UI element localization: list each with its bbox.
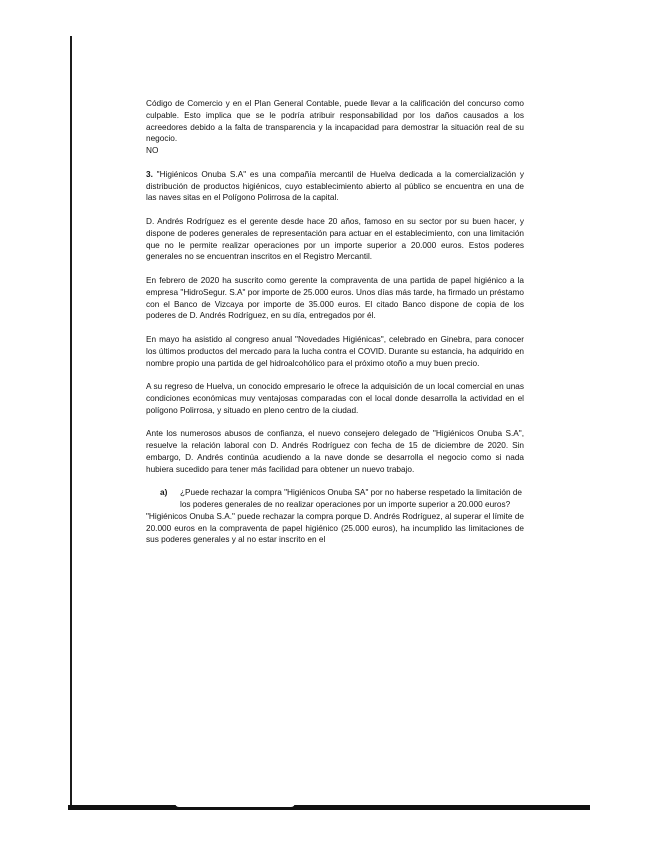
case-text: "Higiénicos Onuba S.A" es una compañía mercantil de Huelva dedicada a la comercialización y distribución de productos higiénicos, cuyo establecimiento abierto al público se encuentra en una de las naves sitas en el Polígono Polirrosa de la capital. (146, 169, 524, 203)
scan-edge-bottom-gap (175, 803, 295, 807)
question-a-text: ¿Puede rechazar la compra "Higiénicos Onuba SA" por no haberse respetado la limitación de los poderes generales de no realizar operaciones por un importe superior a 20.000 euros? (180, 488, 523, 510)
paragraph-abuse: Ante los numerosos abusos de confianza, el nuevo consejero delegado de "Higiénicos Onuba S.A", resuelve la relación laboral con D. Andrés Rodríguez con fecha de 15 de diciembre de 2020. Sin embargo, D. Andrés continúa acudiendo a la nave donde se desarrolla el negocio como si nada hubiera sucedido para tener más facilidad para obtener un nuevo trabajo. (146, 429, 524, 474)
paragraph-february: En febrero de 2020 ha suscrito como gerente la compraventa de una partida de papel higiénico a la empresa "HidroSegur. S.A" por importe de 25.000 euros. Unos días más tarde, ha firmado un préstamo con el Banco de Vizcaya por importe de 35.000 euros. El citado Banco dispone de copia de los poderes de D. Andrés Rodríguez, en su día, entregados por él. (146, 275, 524, 321)
question-a-letter: a) (160, 488, 168, 498)
intro-answer: NO (146, 146, 159, 156)
paragraph-may: En mayo ha asistido al congreso anual "Novedades Higiénicas", celebrado en Ginebra, para conocer los últimos productos del mercado para la lucha contra el COVID. Durante su estancia, ha adquirido en nombre propio una partida de gel hidroalcohólico para el próximo otoño a muy buen precio. (146, 334, 524, 368)
document-page (146, 98, 524, 546)
paragraph-manager: D. Andrés Rodríguez es el gerente desde hace 20 años, famoso en su sector por su buen hacer, y dispone de poderes generales de representación para actuar en el establecimiento, con una limitación que no le permite realizar operaciones por un importe superior a 20.000 euros. Estos poderes generales no se encuentran inscritos en el Registro Mercantil. (146, 216, 524, 262)
scan-edge-bottom (68, 805, 590, 810)
answer-a: "Higiénicos Onuba S.A." puede rechazar la compra porque D. Andrés Rodríguez, al superar el límite de 20.000 euros en la compraventa de papel higiénico (25.000 euros), ha incumplido las limitaciones de sus poderes generales y al no estar inscrito en el (146, 511, 524, 545)
scan-edge-left (70, 36, 72, 808)
question-a (146, 487, 524, 511)
paragraph-case (146, 169, 524, 204)
paragraph-intro: Código de Comercio y en el Plan General Contable, puede llevar a la calificación del concurso como culpable. Esto implica que se le podría atribuir responsabilidad por los daños causados a los acreedores debido a la falta de transparencia y la incapacidad para demostrar la situación real de su negocio. (146, 99, 524, 144)
case-number: 3. (146, 169, 153, 179)
paragraph-return: A su regreso de Huelva, un conocido empresario le ofrece la adquisición de un local comercial en unas condiciones económicas muy ventajosas comparadas con el local donde desarrolla la actividad en el polígono Polirrosa, y situado en pleno centro de la ciudad. (146, 382, 524, 415)
